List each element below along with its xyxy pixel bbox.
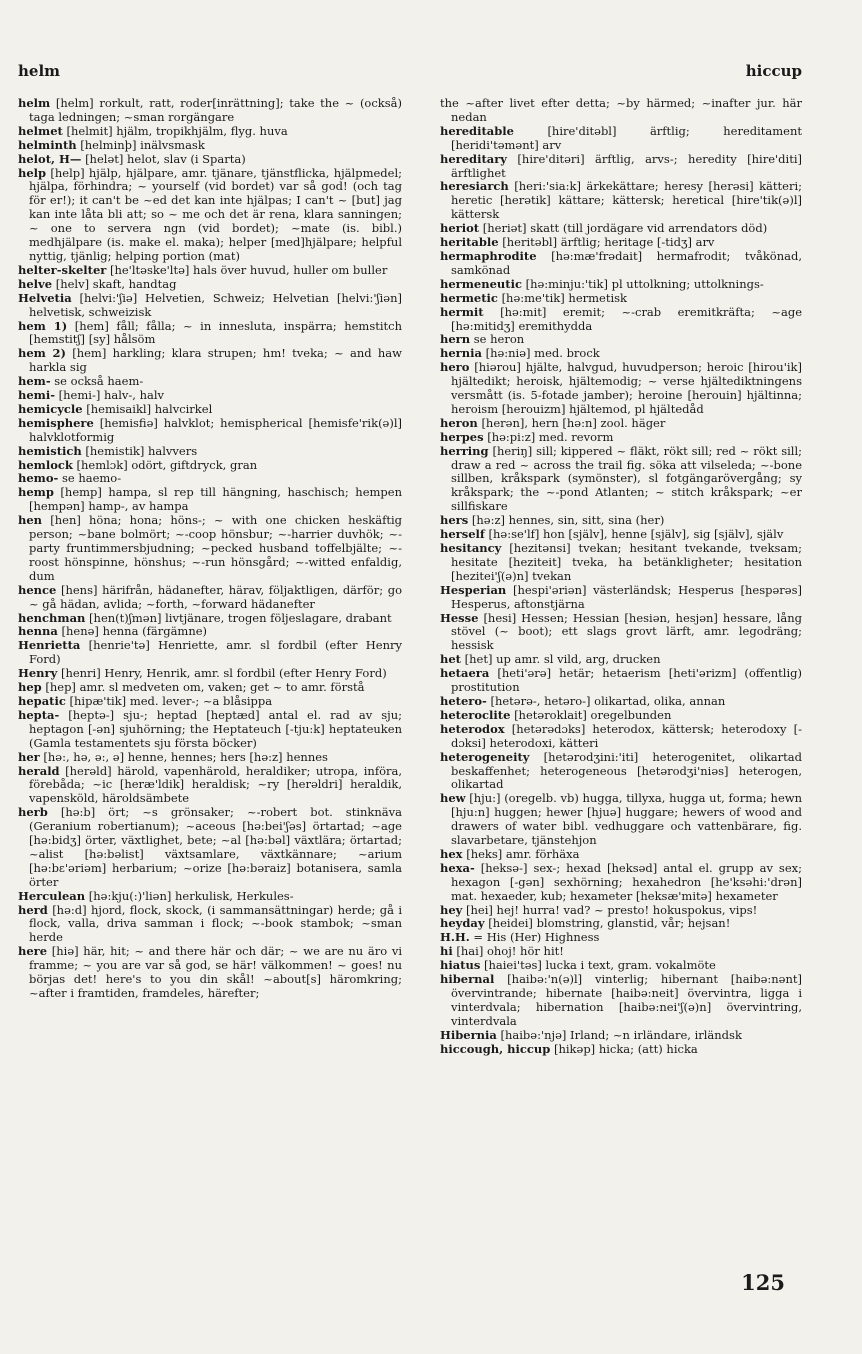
headword: helter-skelter [18, 262, 107, 277]
entry-text: [helm] rorkult, ratt, roder[inrättning]; take the ~ (också) taga ledningen; ~sman rorgängare [29, 96, 403, 124]
dictionary-entry [18, 904, 402, 946]
entry-text: [helmit] hjälm, tropikhjälm, flyg. huva [66, 123, 288, 138]
dictionary-entry [440, 528, 802, 542]
entry-text: [hə:mæ'frədait] hermafrodit; tvåkönad, samkönad [451, 248, 803, 277]
entry-text: [hesi] Hessen; Hessian [hesiən, hesjən] hessare, lång stövel (~ boot); ett slags grovt lärft, amr. legodräng; hessisk [451, 610, 802, 653]
dictionary-entry [18, 389, 402, 403]
dictionary-entry [440, 931, 802, 945]
entry-text: [heriət] skatt (till jordägare vid arrendators död) [482, 221, 768, 236]
headword: hence [18, 582, 57, 597]
headword: helmet [18, 123, 63, 138]
headword: hermaphrodite [440, 248, 537, 263]
entry-text: [helvi:'ʃiə] Helvetien, Schweiz; Helvetian [helvi:'ʃiən] helvetisk, schweizisk [29, 290, 403, 319]
headword: hernia [440, 346, 482, 361]
headword: heyday [440, 916, 485, 931]
dictionary-entry [440, 917, 802, 931]
headword: hem 2) [18, 346, 66, 361]
dictionary-entry [18, 695, 402, 709]
dictionary-entry [440, 653, 802, 667]
headword: heresiarch [440, 179, 509, 194]
headword: hiccough, hiccup [440, 1041, 551, 1056]
headword: helot, H— [18, 151, 82, 166]
headword: Herculean [18, 888, 86, 903]
page-number: 125 [741, 1270, 785, 1295]
dictionary-entry [440, 431, 802, 445]
headword: hereditable [440, 123, 514, 138]
headword: herb [18, 805, 48, 820]
dictionary-entry [440, 347, 802, 361]
headword: hiatus [440, 958, 481, 973]
headword: help [18, 165, 47, 180]
entry-text: se haemo- [61, 471, 122, 486]
dictionary-entry [440, 667, 802, 695]
dictionary-entry [18, 709, 402, 751]
entry-text: [hem] fåll; fålla; ~ in innesluta, inspärra; hemstitch [hemstitʃ] [sy] hålsöm [29, 318, 403, 347]
dictionary-entry [18, 320, 402, 348]
dictionary-entry [440, 792, 802, 848]
entry-text: se också haem- [54, 374, 144, 389]
headword: hemp [18, 485, 54, 500]
entry-text: [hə:b] ört; ~s grönsaker; ~-robert bot. stinknäva (Geranium robertianum); ~aceous [hə:bei'ʃəs] örtartad; ~age [hə:bidʒ] örter, växtlighet, bete; ~al [hə:bəl] växtlära; örtartad; ~alist [hə:bəlist] växtsamlare, växtkännare; ~arium [hə:bɛ'əriəm] herbarium; ~orize [hə:bəraiz] botanisera, samla örter [29, 805, 403, 889]
headword: her [18, 749, 40, 764]
entry-text: [hə:me'tik] hermetisk [501, 290, 628, 305]
headword: hew [440, 791, 466, 806]
entry-text: [heti'ərə] hetär; hetaerism [heti'ərizm] (offentlig) prostitution [451, 666, 803, 695]
dictionary-entry [18, 612, 402, 626]
headword: hep [18, 680, 42, 695]
entry-text: [help] hjälp, hjälpare, amr. tjänare, tjänstflicka, hjälpmedel; hjälpa, förhindra; ~ yourself (vid bordet) var så god! (och tag för er!); it can't be ~ed det kan inte hjälpas; I can't ~ [but] jag kan inte låta bli att; so ~ me och det är rena, klara sanningen; ~ one to servera ngn (vid bordet); ~mate (is. bibl.) medhjälpare (is. make el. maka); helper [med]hjälpare; helpful nyttig, tjänlig; helping portion (mat) [29, 165, 402, 263]
headword: heritable [440, 235, 499, 250]
headword: heron [440, 415, 478, 430]
headword: here [18, 944, 48, 959]
dictionary-entry [18, 667, 402, 681]
entry-text: [herəld] härold, vapenhärold, heraldiker; utropa, införa, förebåda; ~ic [heræ'ldik] heraldisk; ~ry [herəldri] heraldik, vapensköld, häroldsämbete [29, 763, 403, 806]
entry-text: [he'ltəske'ltə] hals över huvud, huller om buller [109, 262, 388, 277]
headword: heterogeneity [440, 749, 530, 764]
dictionary-entry [18, 625, 402, 639]
dictionary-entry [440, 417, 802, 431]
headword: Henry [18, 666, 58, 681]
entry-text: [henri] Henry, Henrik, amr. sl fordbil (efter Henry Ford) [60, 666, 387, 681]
entry-text: [hiə] här, hit; ~ and there här och där; ~ we are nu äro vi framme; ~ you are var så god, se här! välkommen! ~ goes! nu börjas det! here's to you din skål! ~about[s] häromkring; ~after i framtiden, framdeles, härefter; [29, 944, 403, 1000]
headword: Helvetia [18, 290, 72, 305]
entry-text: = His (Her) Highness [473, 930, 600, 945]
entry-text: [heksə-] sex-; hexad [heksəd] antal el. grupp av sex; hexagon [-gən] sexhörning; hexahedron [he'ksəhi:'drən] mat. hexaeder, kub; hexameter [heksæ'mitə] hexameter [451, 860, 802, 903]
headword: hern [440, 332, 471, 347]
left-column [18, 97, 402, 1001]
headword: Henrietta [18, 638, 81, 653]
headword: hermeneutic [440, 276, 522, 291]
entry-text: se heron [473, 332, 525, 347]
dictionary-entry [18, 584, 402, 612]
headword: henna [18, 624, 58, 639]
dictionary-entry [440, 306, 802, 334]
entry-text: [hemisfiə] halvklot; hemispherical [hemisfe'rik(ə)l] halvklotformig [29, 415, 403, 444]
headword: heterodox [440, 721, 505, 736]
dictionary-entry [440, 222, 802, 236]
headword: hesitancy [440, 541, 502, 555]
dictionary-entry [18, 765, 402, 807]
dictionary-entry [440, 445, 802, 515]
dictionary-entry [440, 180, 802, 222]
headword: helm [18, 96, 51, 110]
headword: herring [440, 443, 489, 458]
dictionary-entry [18, 139, 402, 153]
dictionary-entry [18, 375, 402, 389]
entry-text: [hemi-] halv-, halv [58, 388, 165, 403]
guide-word-left: helm [18, 62, 61, 80]
entry-text: [helminþ] inälvsmask [80, 137, 205, 152]
headword: hero [440, 360, 470, 375]
entry-text: [hire'ditəri] ärftlig, arvs-; heredity [hire'diti] ärftlighet [451, 151, 803, 180]
entry-text: [hezitənsi] tvekan; hesitant tvekande, tveksam; hesitate [heziteit] tveka, ha betänkligheter; hesitation [hezitei'ʃ(ə)n] tvekan [451, 541, 802, 583]
dictionary-entry [440, 904, 802, 918]
dictionary-entry [440, 584, 802, 612]
dictionary-entry [18, 403, 402, 417]
headword: hey [440, 902, 463, 917]
headword: Hesperian [440, 582, 507, 597]
entry-text: [hemlɔk] odört, giftdryck, gran [76, 457, 258, 472]
entry-text: the ~after livet efter detta; ~by härmed; ~inafter jur. här nedan [440, 96, 802, 124]
entry-text: [hiərou] hjälte, halvgud, huvudperson; heroic [hirou'ik] hjältedikt; heroisk, hjältemodig; ~ verse hjältediktningens versmått (is. 5-fotade jamber); heroine [herouin] hjältinna; heroism [herouizm] hjältemod, pl hjältedåd [451, 360, 802, 416]
dictionary-entry [18, 945, 402, 1001]
entry-text: [hə:minju:'tik] pl uttolkning; uttolknings- [525, 276, 764, 291]
headword: hers [440, 513, 469, 528]
headword: Hesse [440, 610, 479, 625]
headword: henchman [18, 610, 86, 625]
entry-text: [hemistik] halvvers [85, 443, 198, 458]
dictionary-entry [440, 848, 802, 862]
headword: hibernal [440, 972, 495, 987]
headword: hemicycle [18, 401, 83, 416]
dictionary-entry [440, 612, 802, 654]
entry-text: [hju:] (oregelb. vb) hugga, tillyxa, hugga ut, forma; hewn [hju:n] huggen; hewer [hjuə] huggare; hewers of wood and drawers of water bibl. vedhuggare och vattenbärare, fig. slavarbetare, tjänstehjon [451, 791, 802, 848]
dictionary-entry [440, 97, 802, 125]
headword: hem 1) [18, 318, 68, 333]
entry-text: [hemisaikl] halvcirkel [86, 401, 213, 416]
dictionary-entry [18, 681, 402, 695]
dictionary-entry [440, 1043, 802, 1057]
entry-text: [haibə:'n(ə)l] vinterlig; hibernant [haibə:nənt] övervintrande; hibernate [haibə:neit] övervintra, ligga i vinterdvala; hibernation [haibə:nei'ʃ(ə)n] övervintring, vinterdvala [451, 972, 803, 1028]
headword: hex [440, 846, 463, 861]
entry-text: [heriŋ] sill; kippered ~ fläkt, rökt sill; red ~ rökt sill; draw a red ~ across the trail fig. söka att vilseleda; ~-bone sillben, kråkspark (symönster), sl fotgängarövergång; sy kråkspark; the ~-pond Atlanten; ~ stitch kråkspark; ~er sillfiskare [451, 443, 803, 514]
dictionary-entry [440, 945, 802, 959]
entry-text: [hikəp] hicka; (att) hicka [553, 1041, 698, 1056]
headword: hemi- [18, 388, 55, 403]
entry-text: [herən], hern [hə:n] zool. häger [481, 415, 666, 430]
entry-text: [haiei'təs] lucka i text, gram. vokalmöte [484, 958, 716, 973]
dictionary-entry [18, 806, 402, 889]
headword: hemlock [18, 457, 73, 472]
entry-text: [hep] amr. sl medveten om, vaken; get ~ to amr. förstå [45, 680, 365, 695]
entry-text: [henə] henna (färgämne) [61, 624, 208, 639]
headword: hen [18, 513, 43, 528]
entry-text: [het] up amr. sl vild, arg, drucken [464, 652, 661, 667]
dictionary-entry [18, 97, 402, 125]
entry-text: [hem] harkling; klara strupen; hm! tveka; ~ and haw harkla sig [29, 346, 403, 375]
entry-text: [hə:, hə, ə:, ə] henne, hennes; hers [hə:z] hennes [43, 749, 328, 764]
dictionary-entry [440, 973, 802, 1029]
dictionary-entry [440, 1029, 802, 1043]
right-column [440, 97, 802, 1057]
dictionary-entry [440, 514, 802, 528]
entry-text: [helv] skaft, handtag [55, 276, 177, 291]
headword: hepta- [18, 707, 60, 722]
headword: hexa- [440, 860, 475, 875]
dictionary-entry [18, 292, 402, 320]
entry-text: [heidei] blomstring, glanstid, vår; hejsan! [488, 916, 731, 931]
dictionary-entry [440, 278, 802, 292]
entry-text: [hen] höna; hona; höns-; ~ with one chicken heskäftig person; ~bane bolmört; ~-coop hönsbur; ~-harrier duvhök; ~-party fruntimmersbjudning; ~pecked husband toffelbjälte; ~-roost hönspinne, hönshus; ~-run hönsgård; ~-witted enfaldig, dum [29, 513, 403, 583]
headword: hetero- [440, 693, 487, 708]
entry-text: [hipæ'tik] med. lever-; ~a blåsippa [69, 693, 273, 708]
entry-text: [hə:mit] eremit; ~-crab eremitkräfta; ~age [hə:mitidʒ] eremithydda [451, 304, 803, 333]
dictionary-entry [18, 125, 402, 139]
dictionary-entry [440, 959, 802, 973]
headword: Hibernia [440, 1027, 497, 1042]
entry-text: [hemp] hampa, sl rep till hängning, haschisch; hempen [hempən] hamp-, av hampa [29, 485, 403, 514]
dictionary-entry [440, 723, 802, 751]
dictionary-entry [440, 250, 802, 278]
dictionary-entry [18, 751, 402, 765]
entry-text: [hei] hej! hurra! vad? ~ presto! hokuspokus, vips! [466, 902, 758, 917]
entry-text: [hə:se'lf] hon [själv], henne [själv], sig [själv], själv [488, 527, 784, 542]
dictionary-entry [18, 278, 402, 292]
headword: hepatic [18, 693, 66, 708]
dictionary-entry [440, 333, 802, 347]
entry-text: [hetərə-, hetəro-] olikartad, olika, annan [490, 693, 726, 708]
headword: hermetic [440, 290, 498, 305]
running-header [18, 62, 802, 84]
entry-text: [hetəroklait] oregelbunden [514, 707, 672, 722]
headword: H.H. [440, 930, 470, 945]
headword: helve [18, 276, 53, 291]
dictionary-entry [18, 347, 402, 375]
dictionary-entry [440, 361, 802, 417]
headword: hemo- [18, 471, 59, 486]
entry-text: [hen(t)ʃmən] livtjänare, trogen följeslagare, drabant [89, 610, 392, 625]
headword: helminth [18, 137, 77, 152]
entry-text: [henrie'tə] Henriette, amr. sl fordbil (efter Henry Ford) [29, 638, 402, 667]
dictionary-entry [18, 514, 402, 584]
dictionary-entry [18, 264, 402, 278]
dictionary-entry [18, 472, 402, 486]
headword: hem- [18, 374, 51, 389]
headword: herd [18, 902, 48, 917]
headword: hemisphere [18, 415, 94, 430]
entry-text: [helət] helot, slav (i Sparta) [85, 151, 246, 166]
entry-text: [hə:z] hennes, sin, sitt, sina (her) [471, 513, 665, 528]
entry-text: [hə:niə] med. brock [485, 346, 600, 361]
headword: hi [440, 944, 453, 959]
entry-text: [heritəbl] ärftlig; heritage [-tidʒ] arv [502, 235, 715, 250]
entry-text: [hetərodʒini:'iti] heterogenitet, olikartad beskaffenhet; heterogeneous [hetərodʒi'niəs] heterogen, olikartad [451, 749, 803, 792]
dictionary-entry [440, 236, 802, 250]
headword: heteroclite [440, 707, 511, 722]
dictionary-entry [18, 167, 402, 264]
headword: herald [18, 763, 60, 778]
entry-text: [hə:pi:z] med. revorm [487, 429, 614, 444]
entry-text: [hai] ohoj! hör hit! [456, 944, 564, 959]
headword: hemistich [18, 443, 82, 458]
dictionary-entry [440, 862, 802, 904]
headword: heriot [440, 221, 480, 236]
entry-text: [hə:d] hjord, flock, skock, (i sammansättningar) herde; gå i flock, valla, driva samman i flock; ~-book stambok; ~sman herde [29, 902, 403, 945]
dictionary-entry [440, 709, 802, 723]
dictionary-entry [18, 445, 402, 459]
dictionary-entry [18, 417, 402, 445]
dictionary-entry [440, 542, 802, 584]
entry-text: [heptə-] sju-; heptad [heptæd] antal el. rad av sju; heptagon [-ən] sjuhörning; the Heptateuch [-tju:k] heptateuken (Gamla testamentets sju första böcker) [29, 707, 402, 750]
headword: herpes [440, 429, 484, 444]
dictionary-entry [18, 153, 402, 167]
dictionary-entry [440, 695, 802, 709]
headword: het [440, 652, 461, 667]
headword: hermit [440, 304, 484, 319]
dictionary-entry [440, 751, 802, 793]
entry-text: [hespi'əriən] västerländsk; Hesperus [hespərəs] Hesperus, aftonstjärna [451, 582, 803, 611]
entry-text: [haibə:'njə] Irland; ~n irländare, irländsk [500, 1027, 742, 1042]
entry-text: [hə:kju(:)'liən] herkulisk, Herkules- [88, 888, 294, 903]
entry-text: [hire'ditəbl] ärftlig; hereditament [heridi'təmənt] arv [451, 123, 803, 152]
dictionary-entry [440, 292, 802, 306]
dictionary-entry [440, 153, 802, 181]
entry-text: [heks] amr. förhäxa [466, 846, 580, 861]
headword: herself [440, 527, 485, 542]
dictionary-entry [18, 890, 402, 904]
guide-word-right: hiccup [745, 62, 802, 80]
entry-text: [heri:'sia:k] ärkekättare; heresy [herəsi] kätteri; heretic [herətik] kättare; kättersk; heretical [hire'tik(ə)l] kättersk [451, 179, 802, 222]
headword: hetaera [440, 666, 490, 681]
entry-text: [hetərədɔks] heterodox, kättersk; heterodoxy [-dɔksi] heterodoxi, kätteri [451, 721, 803, 750]
dictionary-entry [18, 486, 402, 514]
dictionary-entry [18, 639, 402, 667]
dictionary-entry [440, 125, 802, 153]
entry-text: [hens] härifrån, hädanefter, härav, följaktligen, därför; go ~ gå hädan, avlida; ~forth, ~forward hädanefter [29, 582, 402, 611]
dictionary-entry [18, 459, 402, 473]
headword: hereditary [440, 151, 507, 166]
